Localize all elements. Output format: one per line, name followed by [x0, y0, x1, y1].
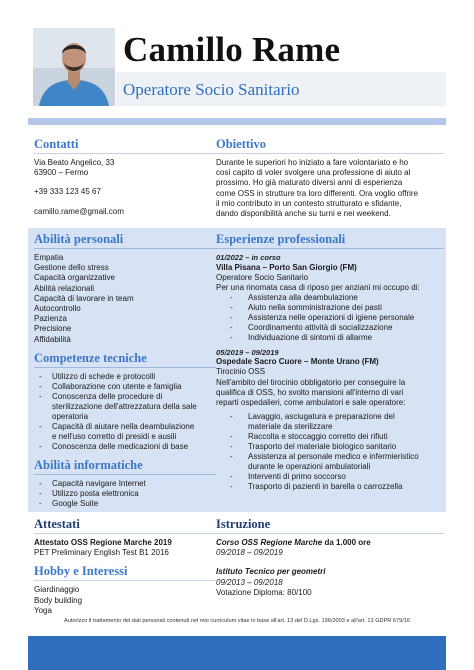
objective-line: prossimo. Ho già maturato diversi anni di esperienza [216, 178, 403, 188]
course-dates: 09/2018 – 09/2019 [216, 548, 283, 558]
cv-header [0, 0, 474, 118]
person-portrait-icon [33, 28, 115, 106]
candidate-role: Operatore Socio Sanitario [123, 80, 300, 99]
section-rule [216, 153, 444, 154]
list-item: - Capacità navigare Internet [34, 479, 216, 489]
skills-column [34, 231, 216, 509]
list-item: Abilità relazionali [34, 283, 95, 293]
job-role: Operatore Socio Sanitario [216, 272, 309, 282]
attestati-title: Attestati [34, 517, 80, 531]
job-role: Tirocinio OSS [216, 367, 266, 377]
list-item: - Trasporto di pazienti in barella o carrozzella [216, 482, 444, 492]
job-place: Ospedale Sacro Cuore – Monte Urano (FM) [216, 357, 379, 367]
list-item: Pazienza [34, 314, 67, 324]
privacy-note: Autorizzo il trattamento dei dati personali contenuti nel mio curriculum vitae in base all'art. 13 del D.Lgs. 196/2003 e all'art. 13 GDPR 679/16 [63, 618, 411, 624]
row-contacts-objective [28, 132, 446, 228]
list-item: - Utilizzo posta elettronica [34, 489, 216, 499]
job-date: 05/2019 – 09/2019 [216, 347, 279, 357]
list-item: - Conoscenza delle procedure di sterilizzazione dell'attrezzatura della sale operatoria [34, 392, 216, 422]
profile-photo [33, 28, 115, 106]
esperienze-title: Esperienze professionali [216, 232, 346, 246]
section-rule [34, 248, 216, 249]
job-entry [216, 348, 444, 492]
list-item: - Capacità di aiutare nella deambulazione e nell'uso corretto di presidi e ausili [34, 422, 216, 442]
candidate-name: Camillo Rame [123, 30, 341, 69]
section-obiettivo [216, 136, 444, 219]
job-intro: Per una rinomata casa di riposo per anziani mi occupo di: [216, 282, 420, 292]
objective-line: Durante le superiori ho iniziato a fare volontariato e ho [216, 158, 409, 167]
list-item: - Raccolta e stoccaggio corretto dei rifiuti [216, 432, 444, 442]
objective-line: dando disponibilità anche su turni e nei weekend. [216, 209, 391, 219]
job-place: Villa Pisana – Porto San Giorgio (FM) [216, 262, 357, 272]
list-item: - Interventi di primo soccorso [216, 472, 444, 482]
list-item: - Assistenza nelle operazioni di igiene personale [216, 313, 444, 323]
row-certificates-education [28, 514, 446, 614]
header-divider-bar [28, 118, 446, 125]
list-item: Autocontrollo [34, 304, 81, 314]
abilita-list [34, 253, 216, 345]
address-line-1: Via Beato Angelico, 33 [34, 158, 115, 167]
diploma-grade: Votazione Diploma: 80/100 [216, 587, 312, 597]
list-item: Capacità di lavorare in team [34, 293, 134, 303]
section-rule [216, 248, 444, 249]
row-skills-experience [28, 228, 446, 512]
obiettivo-title: Obiettivo [216, 137, 266, 151]
competenze-list [34, 372, 216, 452]
job-tasks [216, 412, 444, 492]
phone-number: +39 333 123 45 67 [34, 187, 101, 197]
school-dates: 09/2013 – 09/2018 [216, 577, 283, 587]
section-rule [34, 580, 216, 581]
experience-column [216, 231, 444, 492]
list-item: Body building [34, 595, 83, 605]
list-item: - Assistenza al personale medico e infermieristico durante le operazioni ambulatoriali [216, 452, 444, 472]
certificate-line: Attestato OSS Regione Marche 2019 [34, 538, 172, 547]
list-item: Yoga [34, 605, 52, 615]
list-item: - Coordinamento attività di socializzazione [216, 323, 444, 333]
job-intro: Nell'ambito del tirocinio obbligatorio per conseguire la qualifica di OSS, ho svolto mansioni all'interno di vari reparti ospedalieri, come ambulatori e sale operatore: [216, 377, 406, 408]
section-rule [34, 153, 216, 154]
school-name: Istituto Tecnico per geometri [216, 567, 326, 577]
contatti-title: Contatti [34, 137, 79, 151]
course-line [216, 538, 444, 548]
informatiche-list [34, 479, 216, 509]
list-item: Gestione dello stress [34, 263, 109, 273]
section-rule [34, 367, 216, 368]
hobby-title: Hobby e Interessi [34, 564, 128, 579]
abilita-title: Abilità personali [34, 232, 124, 246]
objective-line: così capito di voler svolgere una professione di aiuto al [216, 168, 411, 178]
section-rule [34, 533, 216, 534]
list-item: - Google Suite [34, 499, 216, 509]
list-item: - Conoscenza delle medicazioni di base [34, 442, 216, 452]
list-item: - Aiuto nella somministrazione dei pasti [216, 303, 444, 313]
competenze-title: Competenze tecniche [34, 350, 147, 365]
istruzione-title: Istruzione [216, 517, 271, 531]
list-item: - Collaborazione con utente e famiglia [34, 382, 216, 392]
address-line-2: 63900 – Fermo [34, 168, 89, 178]
footer-bar [28, 636, 446, 670]
list-item: Giardinaggio [34, 585, 80, 595]
list-item: - Assistenza alla deambulazione [216, 293, 444, 303]
list-item: Capacità organizzative [34, 273, 115, 283]
objective-line: come OSS in strutture tra loro differenti. Ora voglio offrire [216, 188, 419, 198]
job-tasks [216, 293, 444, 343]
list-item: - Individuazione di sintomi di allarme [216, 333, 444, 343]
section-rule [216, 533, 444, 534]
list-item: - Utilizzo di schede e protocolli [34, 372, 216, 382]
left-bottom-column [34, 516, 216, 616]
objective-line: il mio contributo in un contesto strutturato e sfidante, [216, 198, 402, 208]
list-item: Precisione [34, 324, 72, 334]
certificate-line: PET Preliminary English Test B1 2016 [34, 548, 169, 558]
email-address: camillo.rame@gmail.com [34, 206, 124, 216]
section-contatti [34, 136, 216, 217]
job-date: 01/2022 – in corso [216, 253, 281, 262]
informatiche-title: Abilità informatiche [34, 457, 143, 472]
list-item: Empatia [34, 253, 64, 262]
section-istruzione [216, 516, 444, 598]
list-item: - Lavaggio, asciugatura e preparazione del materiale da sterilizzare [216, 412, 444, 432]
list-item: Affidabilità [34, 334, 71, 344]
job-entry [216, 253, 444, 343]
course-name: Corso OSS Regione Marche [216, 538, 323, 547]
list-item: - Trasporto del materiale biologico sanitario [216, 442, 444, 452]
course-hours: da 1.000 ore [322, 538, 371, 547]
section-rule [34, 474, 216, 475]
